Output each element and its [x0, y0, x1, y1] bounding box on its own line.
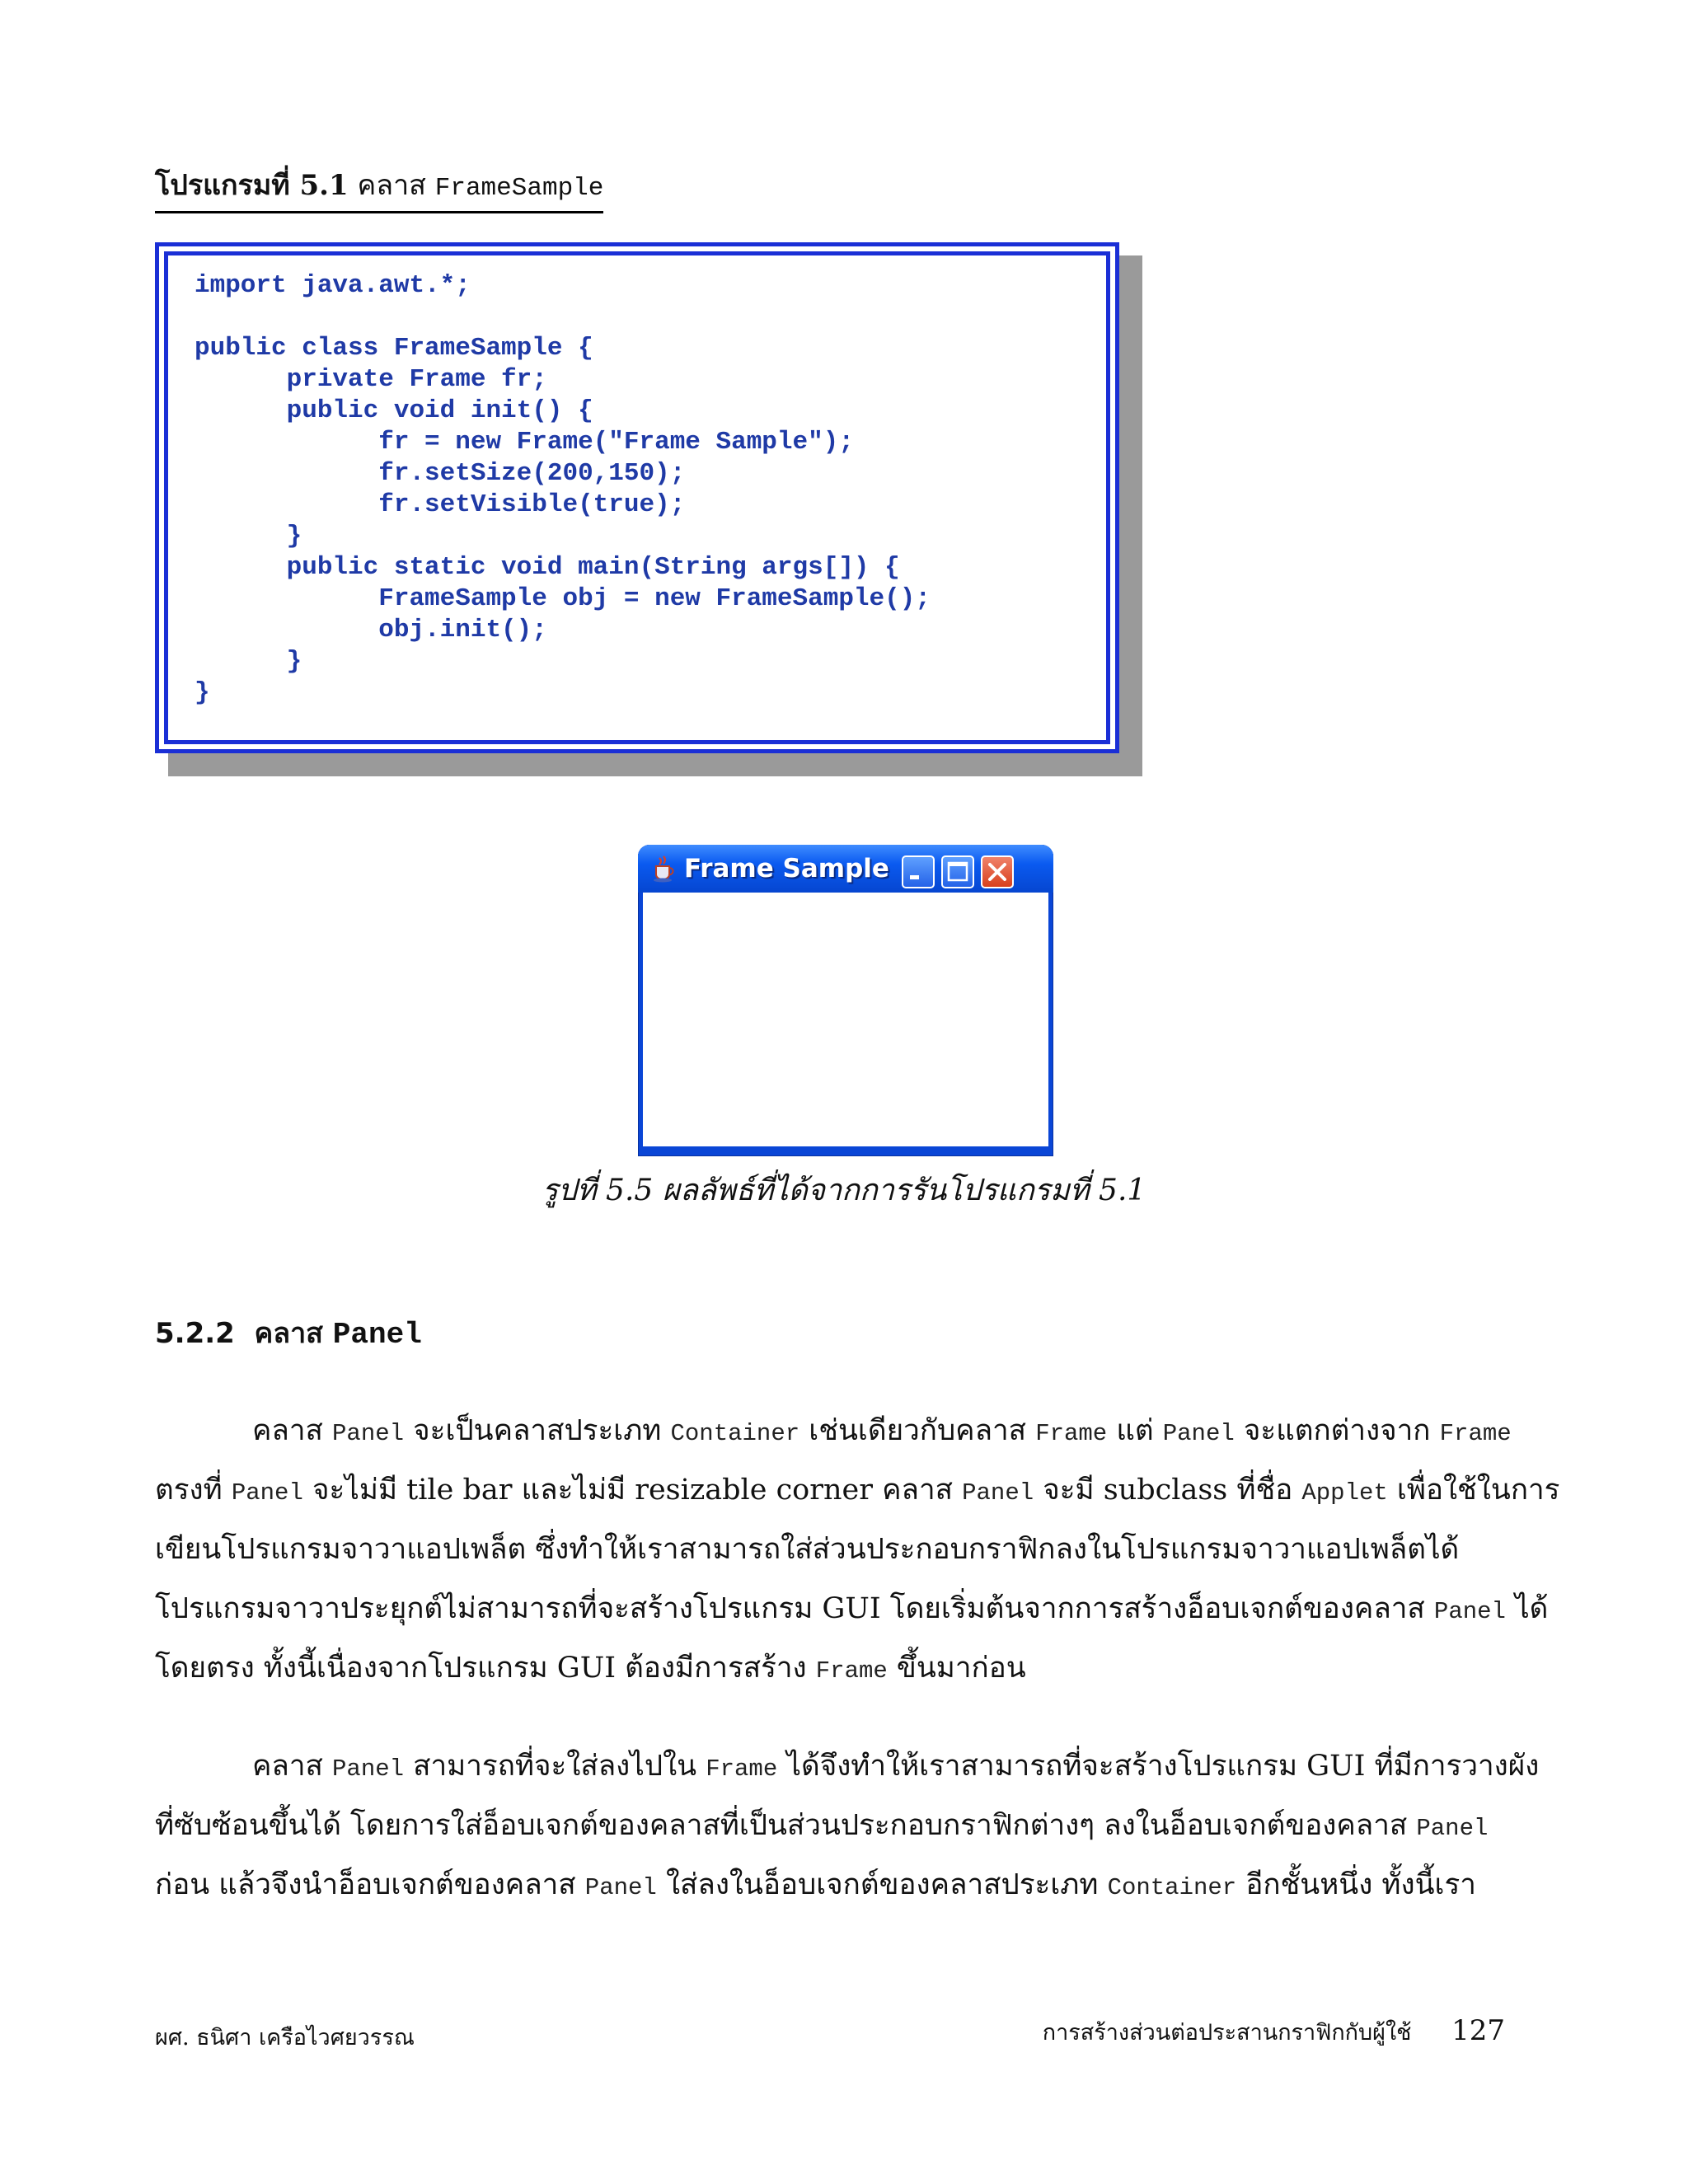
program-number: โปรแกรมที่ 5.1 — [155, 169, 349, 202]
program-class-name: FrameSample — [434, 174, 604, 203]
inline-code: Frame — [706, 1755, 778, 1783]
inline-code: Panel — [332, 1755, 405, 1783]
window-title: Frame Sample — [684, 854, 889, 883]
code-line: obj.init(); — [195, 616, 547, 644]
code-line: } — [195, 522, 302, 551]
paragraph-line — [155, 1579, 1549, 1638]
text-run: อีกชั้นหนึ่ง ทั้งนี้เรา — [1236, 1868, 1476, 1901]
code-line: FrameSample obj = new FrameSample(); — [195, 584, 931, 613]
inline-code: Frame — [1035, 1420, 1108, 1447]
section-word: คลาส — [254, 1317, 323, 1350]
inline-code: Container — [1107, 1874, 1237, 1901]
text-run: เพื่อใช้ในการ — [1387, 1474, 1560, 1507]
window-titlebar[interactable] — [638, 845, 1053, 893]
inline-code: Panel — [1162, 1420, 1235, 1447]
frame-sample-window — [638, 845, 1053, 1156]
inline-code: Panel — [584, 1874, 657, 1901]
inline-code: Frame — [1439, 1420, 1512, 1447]
text-run: ใส่ลงในอ็อบเจกต์ของคลาสประเภท — [656, 1868, 1108, 1901]
java-cup-icon — [651, 855, 676, 883]
code-line: private Frame fr; — [195, 365, 547, 394]
inline-code: Panel — [231, 1479, 303, 1507]
text-run: แต่ — [1107, 1414, 1163, 1447]
maximize-button[interactable] — [941, 855, 974, 888]
paragraph-2 — [155, 1736, 1540, 1915]
section-heading — [155, 1310, 422, 1355]
text-run: โปรแกรมจาวาประยุกต์ไม่สามารถที่จะสร้างโปรแกรม GUI โดยเริ่มต้นจากการสร้างอ็อบเจกต์ของคลาส — [155, 1592, 1434, 1625]
text-run: ก่อน แล้วจึงนำอ็อบเจกต์ของคลาส — [155, 1868, 585, 1901]
paragraph-line — [155, 1855, 1523, 1915]
code-box — [155, 242, 1119, 753]
footer-author: ผศ. ธนิศา เครือไวศยวรรณ — [155, 2025, 415, 2050]
footer-right — [1043, 2014, 1505, 2050]
code-line: public class FrameSample { — [195, 334, 593, 363]
paragraph-line — [155, 1460, 1560, 1520]
code-line: public static void main(String args[]) { — [195, 553, 900, 582]
code-line: fr.setSize(200,150); — [195, 459, 686, 488]
inline-code: Panel — [1416, 1815, 1489, 1842]
code-box-inner — [164, 251, 1110, 744]
code-line: fr = new Frame("Frame Sample"); — [195, 428, 854, 457]
code-line: import java.awt.*; — [195, 271, 471, 300]
program-heading — [155, 165, 603, 213]
inline-code: Panel — [332, 1420, 405, 1447]
section-class-name: Panel — [332, 1318, 422, 1352]
inline-code: Frame — [815, 1657, 888, 1685]
text-run: คลาส — [252, 1414, 333, 1447]
code-line: } — [195, 647, 302, 676]
text-run: จะไม่มี tile bar และไม่มี resizable corner คลาส — [302, 1474, 963, 1507]
footer-chapter-title: การสร้างส่วนต่อประสานกราฟิกกับผู้ใช้ — [1042, 2020, 1412, 2046]
text-run: ที่ซับซ้อนขึ้นได้ โดยการใส่อ็อบเจกต์ของคลาสที่เป็นส่วนประกอบกราฟิกต่างๆ ลงในอ็อบเจกต์ของคลาส — [155, 1809, 1417, 1842]
paragraph-line — [155, 1401, 1523, 1460]
code-line: fr.setVisible(true); — [195, 490, 686, 519]
inline-code: Panel — [1433, 1598, 1506, 1625]
code-line: } — [195, 678, 210, 707]
text-run: ตรงที่ — [155, 1474, 232, 1507]
text-run: จะมี subclass ที่ชื่อ — [1034, 1474, 1302, 1507]
program-word: คลาส — [357, 169, 426, 202]
inline-code: Panel — [962, 1479, 1034, 1507]
text-run: เขียนโปรแกรมจาวาแอปเพล็ต ซึ่งทำให้เราสามารถใส่ส่วนประกอบกราฟิกลงในโปรแกรมจาวาแอปเพล็ตได้ — [155, 1533, 1460, 1566]
inline-code: Applet — [1301, 1479, 1388, 1507]
close-icon — [982, 857, 1012, 887]
text-run: จะแตกต่างจาก — [1234, 1414, 1440, 1447]
figure-caption: รูปที่ 5.5 ผลลัพธ์ที่ได้จากการรันโปรแกรมที่ 5.1 — [542, 1174, 1146, 1207]
code-line — [195, 302, 1106, 333]
inline-code: Container — [670, 1420, 800, 1447]
paragraph-line — [155, 1736, 1540, 1796]
code-line: public void init() { — [195, 396, 593, 425]
page-number: 127 — [1451, 2014, 1505, 2047]
code-listing — [168, 255, 1106, 709]
paragraph-line — [155, 1638, 1523, 1698]
text-run: คลาส — [252, 1750, 333, 1783]
paragraph-line — [155, 1796, 1523, 1855]
section-number: 5.2.2 — [155, 1317, 235, 1350]
window-client-area — [643, 893, 1048, 1146]
text-run: ขึ้นมาก่อน — [887, 1652, 1026, 1685]
paragraph-line — [155, 1520, 1523, 1579]
close-button[interactable] — [981, 855, 1014, 888]
text-run: เช่นเดียวกับคลาส — [799, 1414, 1036, 1447]
text-run: ได้จึงทำให้เราสามารถที่จะสร้างโปรแกรม GUI ที่มีการวางผัง — [777, 1750, 1540, 1783]
text-run: จะเป็นคลาสประเภท — [404, 1414, 671, 1447]
minimize-icon — [903, 857, 933, 887]
minimize-button[interactable] — [902, 855, 935, 888]
maximize-icon — [943, 857, 973, 887]
paragraph-1 — [155, 1401, 1560, 1698]
text-run: สามารถที่จะใส่ลงไปใน — [404, 1750, 706, 1783]
text-run: ได้ — [1505, 1592, 1549, 1625]
text-run: โดยตรง ทั้งนี้เนื่องจากโปรแกรม GUI ต้องมีการสร้าง — [155, 1652, 816, 1685]
